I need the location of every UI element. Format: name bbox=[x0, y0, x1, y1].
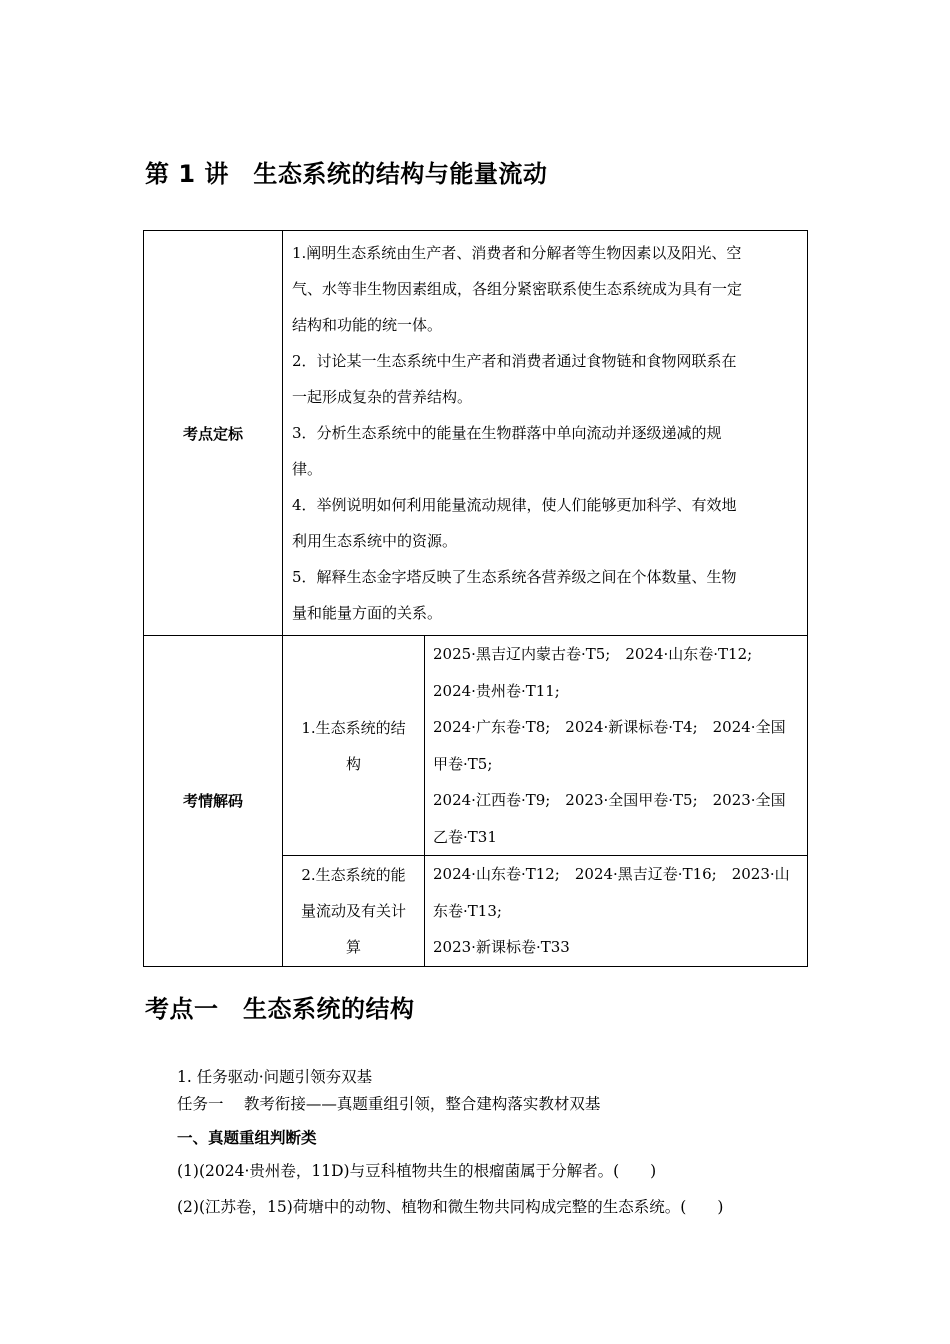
subheading: 一、真题重组判断类 bbox=[177, 1129, 317, 1147]
question-item: (1)(2024·贵州卷，11D)与豆科植物共生的根瘤菌属于分解者。( ) bbox=[177, 1162, 657, 1180]
topic-cell bbox=[283, 856, 425, 967]
standard-line: 律。 bbox=[292, 460, 323, 478]
topic-line: 算 bbox=[345, 937, 361, 956]
curriculum-table bbox=[143, 230, 808, 967]
standard-line: 一起形成复杂的营养结构。 bbox=[292, 388, 473, 406]
standard-line: 5．解释生态金字塔反映了生态系统各营养级之间在个体数量、生物 bbox=[292, 568, 737, 586]
standard-line: 1.阐明生态系统由生产者、消费者和分解者等生物因素以及阳光、空 bbox=[292, 244, 742, 262]
standard-line: 3．分析生态系统中的能量在生物群落中单向流动并逐级递减的规 bbox=[292, 424, 722, 442]
exam-line: 2024·江西卷·T9; 2023·全国甲卷·T5; 2023·全国 bbox=[433, 791, 786, 809]
exam-line: 2025·黑吉辽内蒙古卷·T5; 2024·山东卷·T12; bbox=[433, 645, 753, 663]
section-heading: 考点一 生态系统的结构 bbox=[145, 995, 415, 1023]
standard-line: 4．举例说明如何利用能量流动规律，使人们能够更加科学、有效地 bbox=[292, 496, 737, 514]
standards-row bbox=[144, 231, 808, 636]
exam-line: 甲卷·T5; bbox=[433, 754, 493, 773]
exam-line: 东卷·T13; bbox=[433, 901, 502, 920]
task-title: 1. 任务驱动·问题引领夯双基 bbox=[177, 1068, 373, 1086]
exam-line: 2024·贵州卷·T11; bbox=[433, 681, 560, 700]
exam-list-cell bbox=[425, 636, 808, 856]
exam-line: 2023·新课标卷·T33 bbox=[433, 938, 570, 956]
standard-line: 2．讨论某一生态系统中生产者和消费者通过食物链和食物网联系在 bbox=[292, 352, 737, 370]
question-item: (2)(江苏卷，15)荷塘中的动物、植物和微生物共同构成完整的生态系统。( ) bbox=[177, 1198, 724, 1216]
topic-cell bbox=[283, 636, 425, 856]
exam-row-1 bbox=[144, 636, 808, 856]
standard-line: 量和能量方面的关系。 bbox=[292, 604, 443, 622]
topic-line: 构 bbox=[345, 754, 361, 773]
standard-line: 结构和功能的统一体。 bbox=[292, 316, 443, 334]
topic-line: 1.生态系统的结 bbox=[301, 718, 406, 737]
exam-analysis-label: 考情解码 bbox=[144, 636, 283, 967]
task-one-line: 任务一 教考衔接——真题重组引领，整合建构落实教材双基 bbox=[177, 1095, 601, 1113]
standards-content bbox=[283, 231, 808, 636]
standard-line: 利用生态系统中的资源。 bbox=[292, 532, 458, 550]
topic-line: 量流动及有关计 bbox=[300, 901, 406, 920]
exam-line: 2024·山东卷·T12; 2024·黑吉辽卷·T16; 2023·山 bbox=[433, 865, 790, 883]
exam-line: 乙卷·T31 bbox=[433, 827, 497, 846]
exam-line: 2024·广东卷·T8; 2024·新课标卷·T4; 2024·全国 bbox=[433, 718, 786, 736]
exam-list-cell bbox=[425, 856, 808, 967]
lesson-title: 第 1 讲 生态系统的结构与能量流动 bbox=[145, 160, 548, 188]
standards-label: 考点定标 bbox=[144, 231, 283, 636]
standard-line: 气、水等非生物因素组成，各组分紧密联系使生态系统成为具有一定 bbox=[292, 280, 743, 298]
topic-line: 2.生态系统的能 bbox=[301, 865, 406, 884]
